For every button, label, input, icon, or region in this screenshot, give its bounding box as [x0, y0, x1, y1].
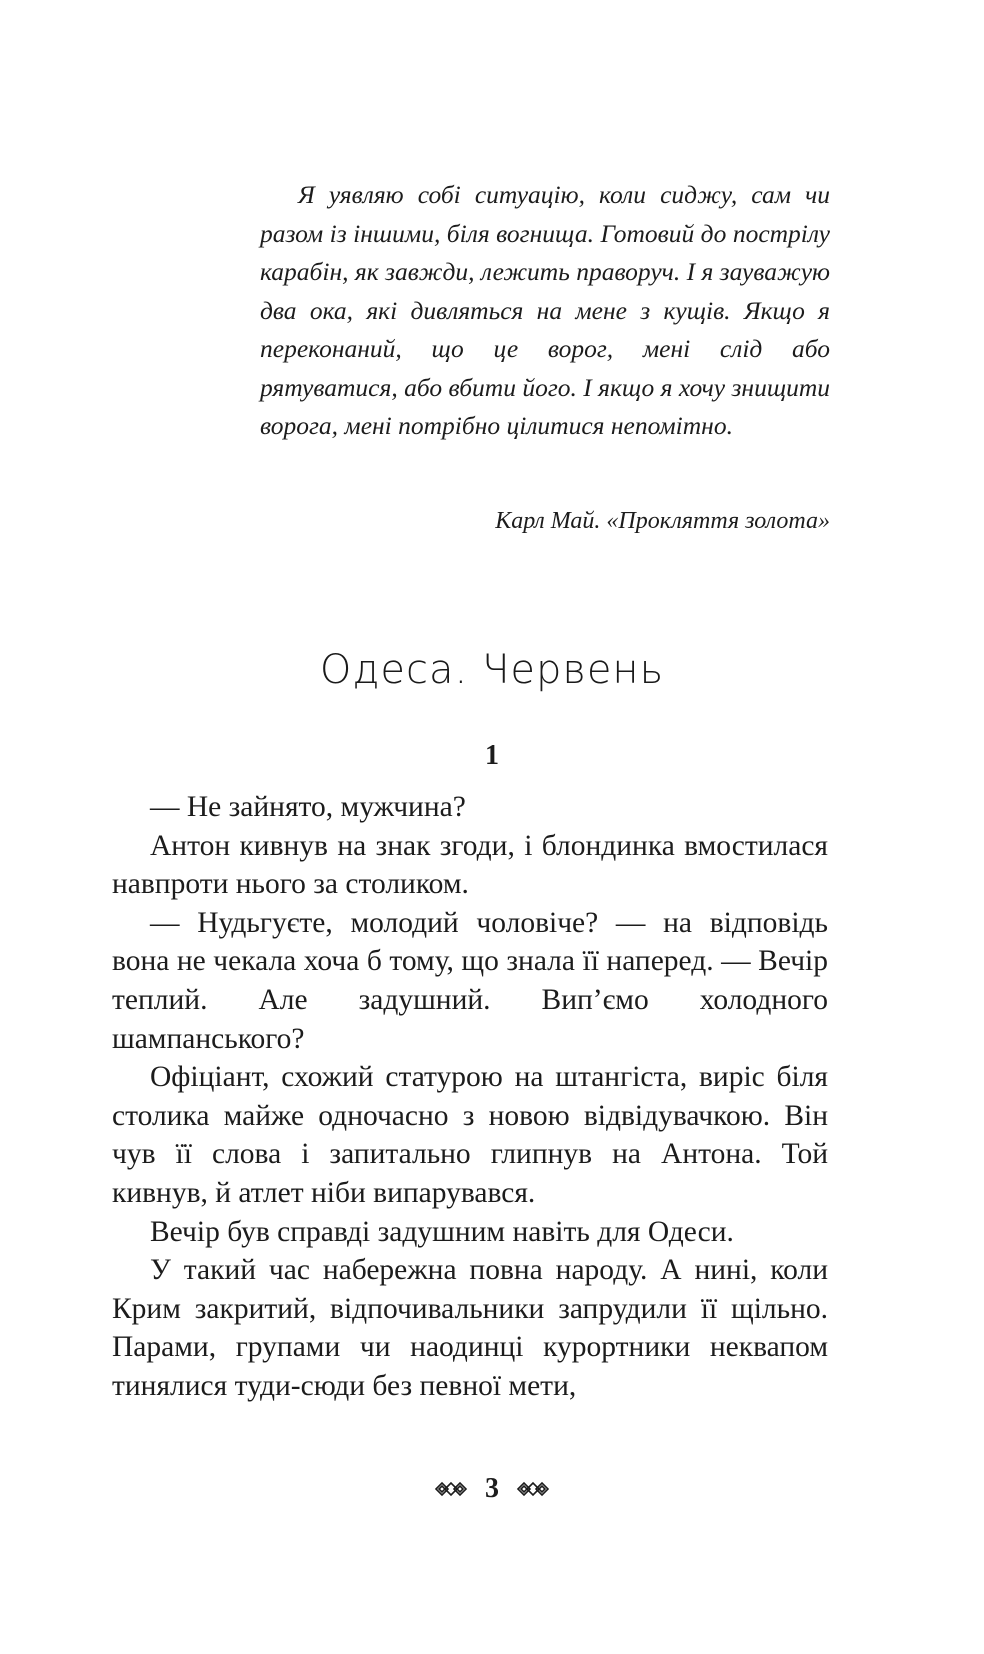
- knot-ornament-icon: [435, 1481, 469, 1497]
- body-paragraph: — Не зайнято, мужчина?: [150, 791, 466, 823]
- epigraph: [260, 176, 830, 446]
- body-text: [112, 788, 828, 1406]
- body-paragraph: У такий час набережна повна народу. А нині, коли Крим закритий, відпочивальники запрудили її щільно. Парами, групами чи наодинці курортники неквапом тинялися туди-сюди без певної мети,: [112, 1254, 828, 1402]
- body-paragraph: — Нудьгуєте, молодий чоловіче? — на відповідь вона не чекала хоча б тому, що знала її наперед. — Вечір теплий. Але задушний. Вип’ємо холодного шампанського?: [112, 906, 828, 1055]
- epigraph-text: Я уявляю собі ситуацію, коли сиджу, сам чи разом із іншими, біля вогнища. Готовий до пострілу карабін, як завжди, лежить праворуч. І я зауважую два ока, які дивляться на мене з кущів. Якщо я переконаний, що це ворог, мені слід або рятуватися, або вбити його. І якщо я хочу знищити ворога, мені потрібно цілитися непомітно.: [260, 180, 831, 440]
- page-number: 3: [485, 1473, 499, 1504]
- knot-ornament-icon: [515, 1481, 549, 1497]
- body-paragraph: Антон кивнув на знак згоди, і блондинка вмостилася навпроти нього за столиком.: [112, 829, 828, 901]
- body-paragraph: Офіціант, схожий статурою на штангіста, виріс біля столика майже одночасно з новою відвідувачкою. Він чув її слова і запитально глипнув на Антона. Той кивнув, й атлет ніби випарувався.: [112, 1061, 828, 1209]
- chapter-title: Одеса. Червень: [319, 647, 665, 693]
- epigraph-source: Карл Май. «Прокляття золота»: [495, 508, 830, 534]
- body-paragraph: Вечір був справді задушним навіть для Одеси.: [150, 1215, 734, 1248]
- page-footer: [0, 1474, 984, 1504]
- section-number: 1: [485, 740, 499, 771]
